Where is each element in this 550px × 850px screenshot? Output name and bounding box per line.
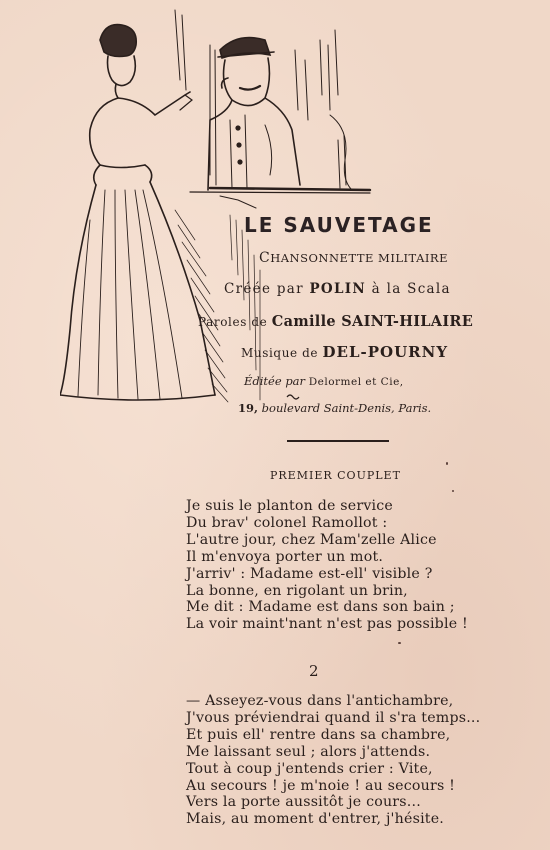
lyrics-credit <box>198 313 473 330</box>
subtitle-rest: HANSONNETTE MILITAIRE <box>270 251 448 265</box>
verse-line: Me dit : Madame est dans son bain ; <box>186 599 455 616</box>
foxing-spot <box>446 462 448 465</box>
verse-line: Mais, au moment d'entrer, j'hésite. <box>186 811 445 828</box>
lyricist-name: Camille SAINT-HILAIRE <box>271 313 474 330</box>
song-title: LE SAUVETAGE <box>244 213 434 237</box>
verse-line: Me laissant seul ; alors j'attends. <box>186 743 431 760</box>
created-by-line <box>224 281 451 297</box>
couplet-number: 2 <box>309 662 319 680</box>
lyrics-label: Paroles de <box>198 315 268 329</box>
verse-line: La bonne, en rigolant un brin, <box>186 582 408 599</box>
address-street: boulevard Saint-Denis, Paris. <box>261 401 432 415</box>
verse-line: La voir maint'nant n'est pas possible ! <box>186 616 468 633</box>
verse-line: J'arriv' : Madame est-ell' visible ? <box>186 565 433 582</box>
verse-line: Du brav' colonel Ramollot : <box>186 514 388 531</box>
publisher-line <box>244 374 404 388</box>
verse-line: J'vous préviendrai quand il s'ra temps... <box>186 709 481 726</box>
composer-name: DEL-POURNY <box>322 343 449 361</box>
music-credit <box>241 343 448 361</box>
created-prefix: Créée par <box>224 281 304 297</box>
first-couplet <box>186 498 468 633</box>
section-divider <box>287 440 389 442</box>
venue-name: Scala <box>407 281 451 297</box>
foxing-spot <box>452 490 454 492</box>
music-label: Musique de <box>241 346 319 360</box>
foxing-spot <box>398 642 401 644</box>
second-couplet <box>186 693 480 828</box>
verse-line: Tout à coup j'entends crier : Vite, <box>186 760 433 777</box>
woman-figure <box>60 25 260 402</box>
verse-line: Il m'envoya porter un mot. <box>186 548 384 565</box>
verse-line: Au secours ! je m'noie ! au secours ! <box>186 777 456 794</box>
publisher-name: Delormel et Cie, <box>308 376 404 388</box>
created-middle: à la <box>371 281 402 297</box>
wall-hatching <box>175 10 370 193</box>
song-subtitle <box>259 250 448 266</box>
couplet-heading: PREMIER COUPLET <box>270 469 401 482</box>
publisher-prefix: Éditée par <box>244 374 306 388</box>
verse-line: L'autre jour, chez Mam'zelle Alice <box>186 531 437 548</box>
soldier-figure <box>208 38 300 190</box>
ornament-icon <box>286 393 300 401</box>
verse-line: Je suis le planton de service <box>186 498 394 514</box>
verse-line: Vers la porte aussitôt je cours... <box>186 794 421 811</box>
address-number: 19, <box>238 401 259 415</box>
subtitle-initial: C <box>259 250 271 266</box>
verse-line: — Asseyez-vous dans l'antichambre, <box>186 693 454 709</box>
publisher-address <box>238 401 431 415</box>
verse-line: Et puis ell' rentre dans sa chambre, <box>186 726 451 743</box>
performer-name: POLIN <box>309 281 367 297</box>
